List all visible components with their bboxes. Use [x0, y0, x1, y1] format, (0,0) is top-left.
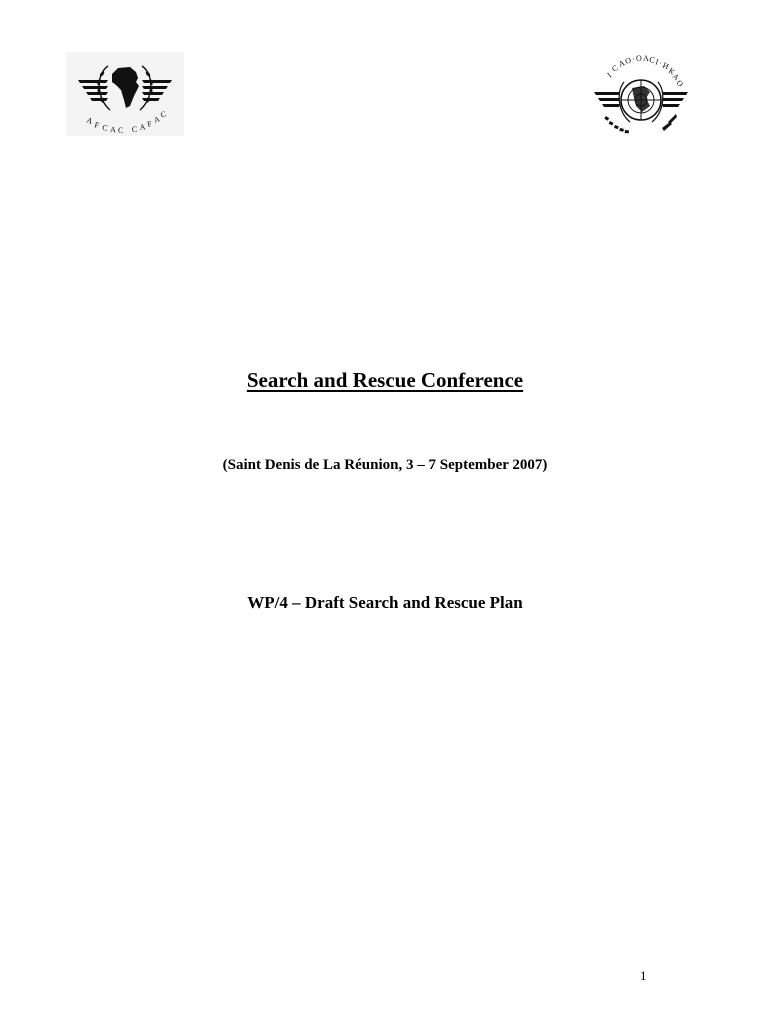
svg-text:О: О: [674, 78, 686, 89]
svg-text:A: A: [643, 54, 649, 63]
svg-text:F: F: [93, 120, 101, 131]
svg-text:A: A: [152, 114, 162, 125]
svg-text:A: A: [617, 58, 627, 69]
svg-text:C: C: [648, 55, 656, 65]
svg-text:К: К: [666, 66, 677, 77]
svg-text:C: C: [118, 126, 124, 135]
svg-text:А: А: [670, 71, 681, 83]
working-paper-title: WP/4 – Draft Search and Rescue Plan: [247, 593, 523, 612]
svg-text:И: И: [661, 60, 671, 72]
svg-text:·: ·: [659, 59, 662, 68]
svg-text:A: A: [109, 125, 117, 135]
svg-text:F: F: [146, 119, 153, 129]
afcac-logo: [66, 52, 184, 136]
svg-text:A: A: [139, 122, 147, 132]
svg-text:O: O: [624, 55, 633, 66]
icao-emblem-icon: [592, 52, 690, 148]
svg-text:C: C: [158, 109, 168, 120]
svg-text:C: C: [131, 124, 138, 134]
afcac-emblem-icon: [66, 52, 184, 136]
svg-text:A: A: [85, 115, 94, 126]
svg-text:C: C: [610, 63, 620, 74]
document-title: Search and Rescue Conference: [246, 368, 524, 392]
svg-text:O: O: [636, 54, 642, 63]
page-number: 1: [640, 968, 647, 983]
svg-text:I: I: [605, 70, 614, 80]
conference-location-date: (Saint Denis de La Réunion, 3 – 7 September 2007): [222, 457, 548, 473]
svg-text:C: C: [101, 123, 109, 133]
icao-logo: [592, 52, 690, 148]
svg-text:·: ·: [632, 55, 635, 64]
svg-text:I: I: [654, 57, 660, 67]
